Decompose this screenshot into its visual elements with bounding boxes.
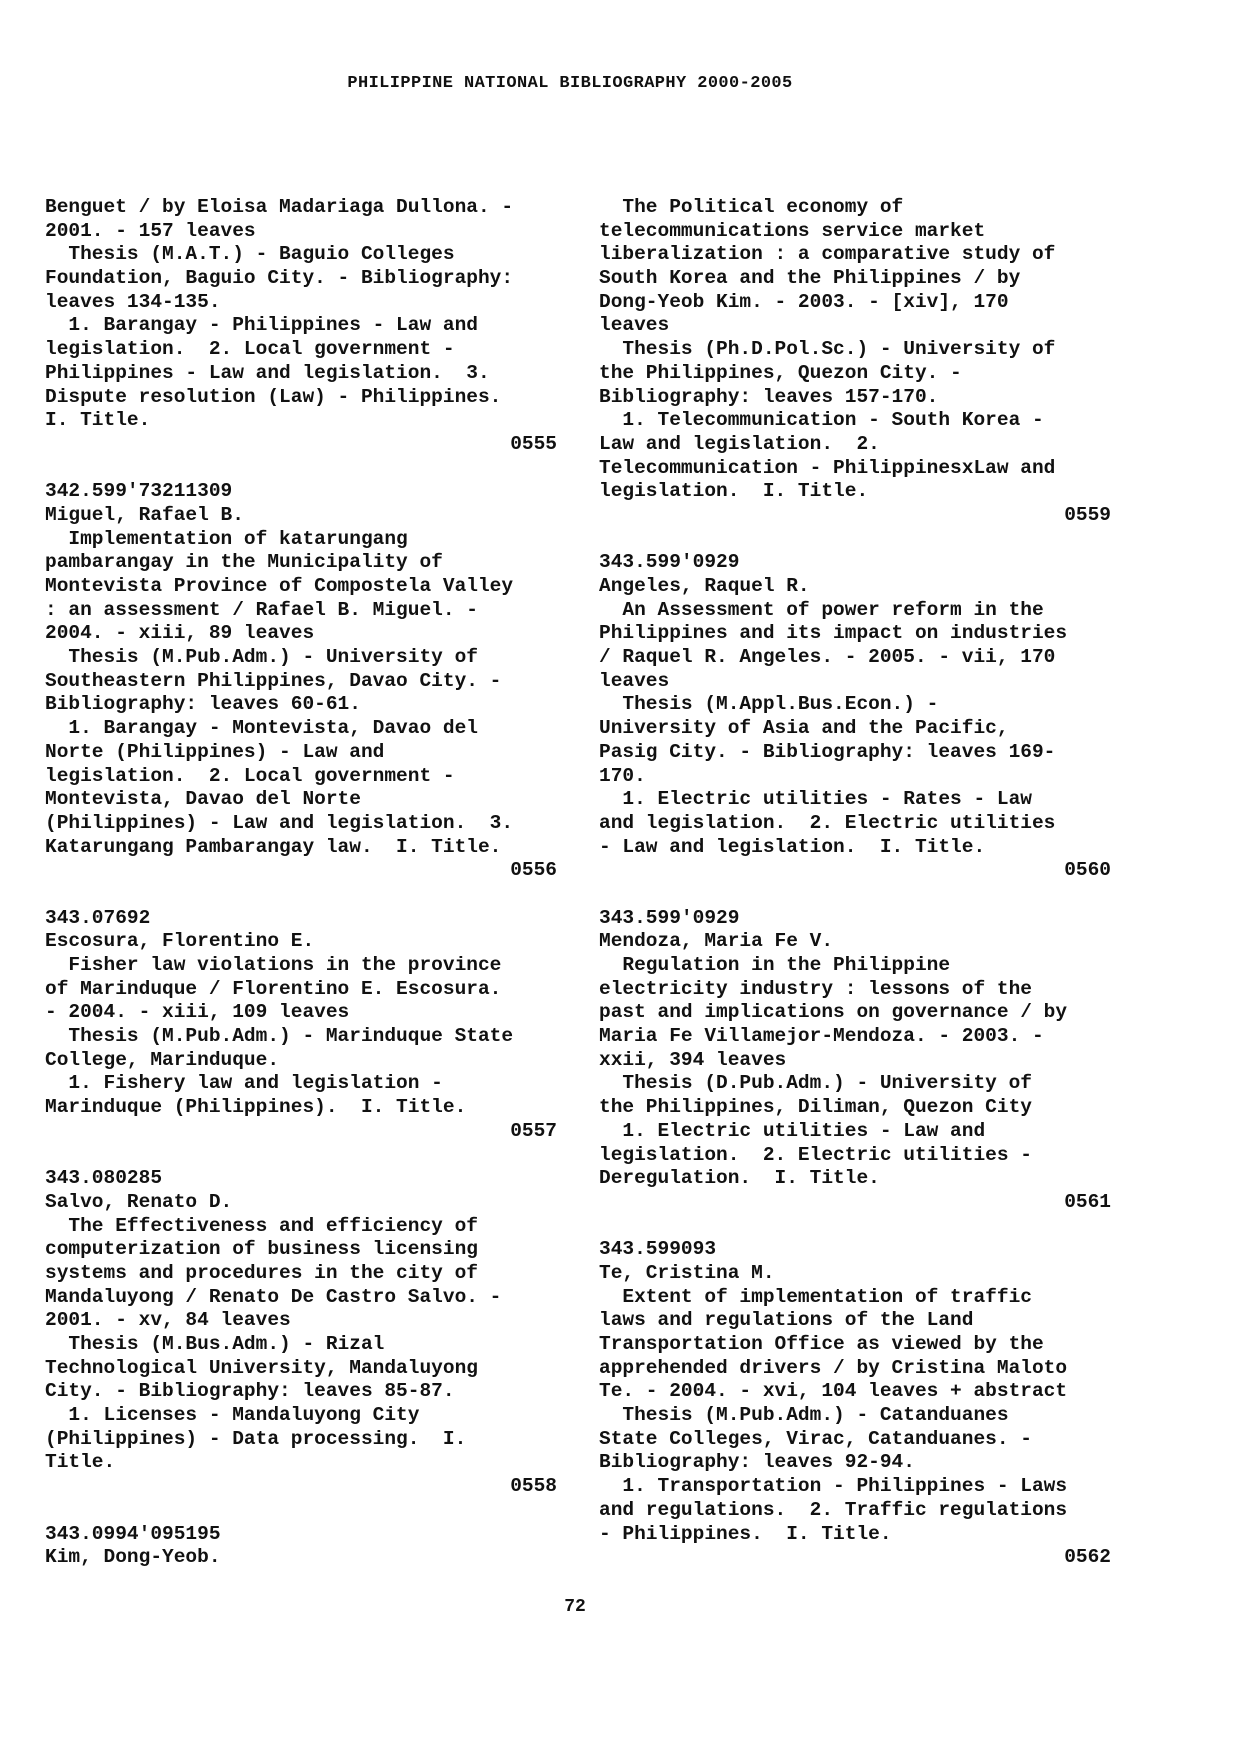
bibliography-line: Thesis (D.Pub.Adm.) - University of [599,1072,1032,1095]
bibliography-line: South Korea and the Philippines / by [599,267,1021,290]
bibliography-line: the Philippines, Quezon City. - [599,361,962,384]
page-number: 72 [564,1597,586,1617]
bibliography-line: Southeastern Philippines, Davao City. - [45,669,502,692]
bibliography-line: legislation. I. Title. [599,480,869,503]
bibliography-line: Dong-Yeob Kim. - 2003. - [xiv], 170 [599,290,1009,313]
entry-number: 0560 [1064,859,1111,882]
bibliography-line: Implementation of katarungang [45,527,408,550]
bibliography-line: the Philippines, Diliman, Quezon City [599,1096,1032,1119]
bibliography-line: Angeles, Raquel R. [599,575,810,597]
bibliography-line: 170. [599,764,646,787]
bibliography-line: computerization of business licensing [45,1238,478,1261]
bibliography-line: 1. Fishery law and legislation - [45,1072,443,1095]
bibliography-line: laws and regulations of the Land [599,1309,974,1332]
blank-line [45,1144,557,1168]
bibliography-line: Norte (Philippines) - Law and [45,740,385,763]
bibliography-line: Bibliography: leaves 157-170. [599,385,939,408]
page-header: PHILIPPINE NATIONAL BIBLIOGRAPHY 2000-2005 [347,74,793,93]
bibliography-line: 343.599093 [599,1238,717,1261]
entry-number: 0556 [510,859,557,882]
bibliography-line: Thesis (Ph.D.Pol.Sc.) - University of [599,338,1056,361]
bibliography-line: leaves [599,669,670,692]
bibliography-line: University of Asia and the Pacific, [599,717,1009,740]
entry-number: 0562 [1064,1546,1111,1569]
bibliography-line: Extent of implementation of traffic [599,1285,1032,1308]
bibliography-line: - 2004. - xiii, 109 leaves [45,1001,350,1024]
bibliography-line: leaves 134-135. [45,290,221,313]
bibliography-line: 343.599'0929 [599,906,740,929]
blank-line [599,1215,1111,1239]
entry-number: 0557 [510,1119,557,1142]
blank-line [45,1499,557,1523]
bibliography-line: Benguet / by Eloisa Madariaga Dullona. - [45,196,514,218]
blank-line [45,457,557,481]
bibliography-line: Thesis (M.Appl.Bus.Econ.) - [599,693,939,716]
bibliography-line: Thesis (M.Pub.Adm.) - Catanduanes [599,1404,1009,1427]
right-column [599,196,1111,1570]
bibliography-line: Fisher law violations in the province [45,954,502,976]
bibliography-line: Marinduque (Philippines). I. Title. [45,1096,467,1119]
bibliography-line: 343.599'0929 [599,551,740,574]
blank-line [599,528,1111,552]
bibliography-line: - Philippines. I. Title. [599,1522,892,1545]
bibliography-line: Foundation, Baguio City. - Bibliography: [45,267,514,290]
bibliography-line: Mandaluyong / Renato De Castro Salvo. - [45,1285,502,1308]
bibliography-line: I. Title. [45,409,151,432]
bibliography-line: Bibliography: leaves 92-94. [599,1451,915,1474]
bibliography-line: apprehended drivers / by Cristina Maloto [599,1356,1068,1379]
bibliography-line: 1. Barangay - Montevista, Davao del [45,717,478,740]
bibliography-line: An Assessment of power reform in the [599,598,1044,621]
bibliography-line: 2004. - xiii, 89 leaves [45,622,315,645]
bibliography-line: liberalization : a comparative study of [599,243,1056,266]
bibliography-line: Deregulation. I. Title. [599,1167,880,1190]
bibliography-line: systems and procedures in the city of [45,1261,478,1284]
bibliography-line: The Effectiveness and efficiency of [45,1214,478,1237]
bibliography-line: telecommunications service market [599,219,986,242]
bibliography-line: 1. Barangay - Philippines - Law and [45,314,478,337]
bibliography-line: of Marinduque / Florentino E. Escosura. [45,977,502,1000]
bibliography-line: Regulation in the Philippine [599,954,951,976]
bibliography-line: Philippines - Law and legislation. 3. [45,361,490,384]
bibliography-line: Escosura, Florentino E. [45,930,315,953]
bibliography-line: Maria Fe Villamejor-Mendoza. - 2003. - [599,1025,1044,1048]
bibliography-line: 343.0994'095195 [45,1522,221,1545]
bibliography-line: State Colleges, Virac, Catanduanes. - [599,1427,1032,1450]
bibliography-line: legislation. 2. Electric utilities - [599,1143,1032,1166]
bibliography-line: College, Marinduque. [45,1048,280,1071]
bibliography-line: 1. Telecommunication - South Korea - [599,409,1044,432]
bibliography-line: 343.080285 [45,1167,163,1190]
bibliography-line: Salvo, Renato D. [45,1190,233,1213]
bibliography-line: 343.07692 [45,906,151,929]
left-column [45,196,557,1570]
bibliography-line: legislation. 2. Local government - [45,764,455,787]
bibliography-line: 2001. - 157 leaves [45,219,256,242]
bibliography-line: past and implications on governance / by [599,1001,1068,1024]
bibliography-line: and regulations. 2. Traffic regulations [599,1498,1068,1521]
bibliography-line: and legislation. 2. Electric utilities [599,811,1056,834]
bibliography-line: Bibliography: leaves 60-61. [45,693,361,716]
bibliography-line: electricity industry : lessons of the [599,977,1032,1000]
bibliography-line: Philippines and its impact on industries [599,622,1068,645]
bibliography-line: pambarangay in the Municipality of [45,551,443,574]
bibliography-line: Technological University, Mandaluyong [45,1356,478,1379]
bibliography-line: Thesis (M.Bus.Adm.) - Rizal [45,1333,385,1355]
entry-number: 0559 [1064,503,1111,526]
bibliography-line: Katarungang Pambarangay law. I. Title. [45,835,502,858]
bibliography-line: : an assessment / Rafael B. Miguel. - [45,598,478,621]
bibliography-line: Pasig City. - Bibliography: leaves 169- [599,740,1056,763]
bibliography-line: Title. [45,1451,116,1474]
bibliography-line: Thesis (M.Pub.Adm.) - University of [45,646,478,669]
bibliography-line: Miguel, Rafael B. [45,503,244,526]
blank-line [45,883,557,907]
bibliography-line: Law and legislation. 2. [599,432,880,455]
bibliography-line: / Raquel R. Angeles. - 2005. - vii, 170 [599,646,1056,669]
entry-number: 0555 [510,432,557,455]
bibliography-line: Montevista Province of Compostela Valley [45,575,514,597]
bibliography-line: Telecommunication - PhilippinesxLaw and [599,456,1056,479]
bibliography-line: Mendoza, Maria Fe V. [599,930,834,953]
bibliography-line: 342.599'73211309 [45,480,233,503]
entry-number: 0561 [1064,1190,1111,1213]
bibliography-line: City. - Bibliography: leaves 85-87. [45,1380,455,1403]
bibliography-line: Dispute resolution (Law) - Philippines. [45,385,502,408]
bibliography-line: Te. - 2004. - xvi, 104 leaves + abstract [599,1380,1068,1403]
bibliography-line: leaves [599,314,670,337]
bibliography-line: (Philippines) - Law and legislation. 3. [45,811,514,834]
bibliography-line: Transportation Office as viewed by the [599,1333,1044,1355]
bibliography-line: 1. Electric utilities - Law and [599,1119,986,1142]
bibliography-line: 2001. - xv, 84 leaves [45,1309,291,1332]
bibliography-line: - Law and legislation. I. Title. [599,835,986,858]
bibliography-line: Thesis (M.A.T.) - Baguio Colleges [45,243,455,266]
bibliography-line: xxii, 394 leaves [599,1048,787,1071]
bibliography-line: Thesis (M.Pub.Adm.) - Marinduque State [45,1025,514,1048]
bibliography-line: The Political economy of [599,196,904,218]
blank-line [599,883,1111,907]
bibliography-line: legislation. 2. Local government - [45,338,455,361]
bibliography-line: (Philippines) - Data processing. I. [45,1427,467,1450]
bibliography-line: 1. Licenses - Mandaluyong City [45,1404,420,1427]
bibliography-line: Kim, Dong-Yeob. [45,1546,221,1569]
entry-number: 0558 [510,1475,557,1498]
bibliography-line: 1. Electric utilities - Rates - Law [599,788,1032,811]
bibliography-line: 1. Transportation - Philippines - Laws [599,1475,1068,1498]
bibliography-line: Te, Cristina M. [599,1261,775,1284]
bibliography-line: Montevista, Davao del Norte [45,788,361,811]
